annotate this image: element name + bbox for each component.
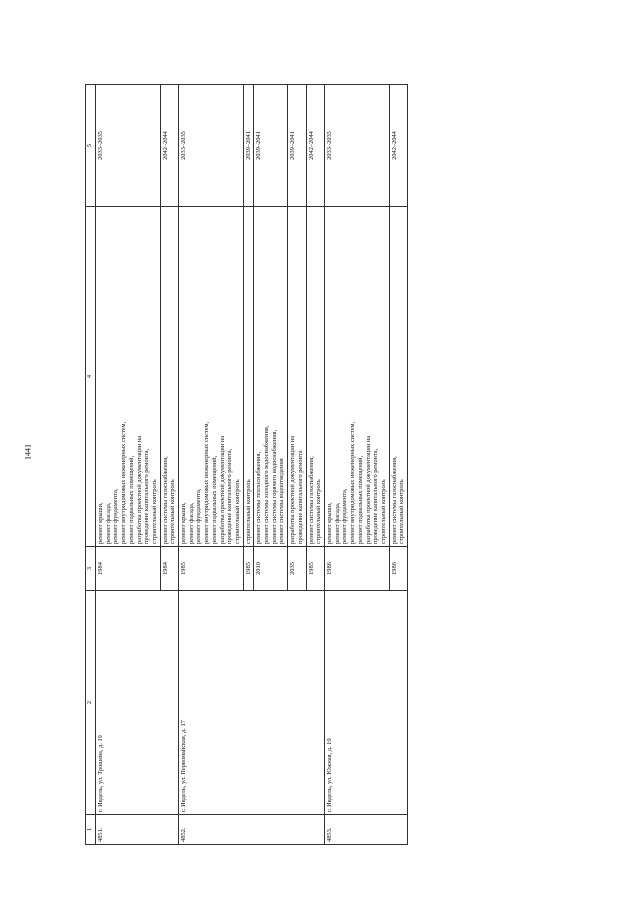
work-item: ремонт крыши, [325, 502, 333, 544]
header-col-3: 3 [86, 547, 96, 591]
year-cell: 1985 [243, 547, 254, 591]
work-item: строительный контроль [169, 479, 177, 544]
period-cell: 2042–2044 [306, 85, 324, 207]
work-item: ремонт внутридомовых инженерных систем, [120, 421, 128, 544]
period-cell: 2033–2035 [324, 85, 389, 207]
table-container [85, 85, 555, 845]
work-item: ремонт фасада, [187, 502, 195, 544]
entry-address: г. Ивдель, ул. Южная, д. 10 [324, 591, 407, 815]
work-item: разработка проектной документации на [218, 435, 226, 544]
works-cell [96, 207, 161, 547]
work-item: ремонт системы теплоснабжения, [255, 451, 263, 544]
table-row [96, 85, 161, 845]
header-row [86, 85, 96, 845]
page-number: 1441 [23, 444, 33, 460]
year-cell: 1985 [179, 547, 244, 591]
work-item: ремонт фасада, [104, 502, 112, 544]
work-item: ремонт системы газоснабжения, [307, 456, 315, 544]
work-item: разработка проектной документации на [364, 435, 372, 544]
work-item: ремонт системы газоснабжения, [161, 456, 169, 544]
work-item: разработка проектной документации на [289, 435, 297, 544]
works-cell [306, 207, 324, 547]
works-cell [243, 207, 254, 547]
period-cell: 2039–2041 [243, 85, 254, 207]
year-cell: 1986 [389, 547, 407, 591]
work-item: ремонт системы горячего водоснабжения, [270, 429, 278, 544]
entry-number: 4853. [324, 815, 407, 845]
work-item: проведение капитального ремонта, [372, 448, 380, 544]
entry-number: 4851. [96, 815, 179, 845]
year-cell: 1985 [306, 547, 324, 591]
year-cell: 2035 [288, 547, 306, 591]
works-cell [254, 207, 288, 547]
year-cell: 1984 [96, 547, 161, 591]
header-col-2: 2 [86, 591, 96, 815]
work-item: ремонт фундамента, [112, 488, 120, 544]
work-item: проведение капитального ремонта, [143, 448, 151, 544]
work-item: строительный контроль [379, 479, 387, 544]
period-cell: 2042–2044 [389, 85, 407, 207]
works-cell [389, 207, 407, 547]
period-cell: 2042–2044 [160, 85, 178, 207]
period-cell: 2039–2041 [254, 85, 288, 207]
works-cell [160, 207, 178, 547]
work-item: ремонт внутридомовых инженерных систем, [203, 421, 211, 544]
work-item: ремонт крыши, [97, 502, 104, 544]
work-item: ремонт системы водоотведения [278, 458, 286, 544]
table-row [324, 85, 389, 845]
work-item: ремонт системы газоснабжения, [390, 456, 398, 544]
entry-address: г. Ивдель, ул. Первомайская, д. 17 [179, 591, 325, 815]
work-item: ремонт крыши, [180, 502, 188, 544]
work-item: проведение капитального ремонта [296, 450, 304, 544]
work-item: строительный контроль [150, 479, 158, 544]
works-cell [288, 207, 306, 547]
table-row [179, 85, 244, 845]
work-item: ремонт системы холодного водоснабжения, [263, 425, 271, 544]
period-cell: 2039–2041 [288, 85, 306, 207]
year-cell: 2010 [254, 547, 288, 591]
year-cell: 1984 [160, 547, 178, 591]
work-item: строительный контроль [233, 479, 241, 544]
work-item: проведение капитального ремонта, [226, 448, 234, 544]
work-item: ремонт фасада, [333, 502, 341, 544]
entry-number: 4852. [179, 815, 325, 845]
header-col-4: 4 [86, 207, 96, 547]
work-item: строительный контроль [315, 479, 323, 544]
header-col-5: 5 [86, 85, 96, 207]
work-item: ремонт фундамента, [195, 488, 203, 544]
work-item: ремонт подвальных помещений, [127, 455, 135, 544]
entry-address: г. Ивдель, ул. Трошева, д. 19 [96, 591, 179, 815]
year-cell: 1986 [324, 547, 389, 591]
work-item: ремонт фундамента, [341, 488, 349, 544]
works-cell [324, 207, 389, 547]
period-cell: 2033–2035 [96, 85, 161, 207]
work-item: строительный контроль [244, 479, 252, 544]
header-col-1: 1 [86, 815, 96, 845]
work-item: строительный контроль [398, 479, 406, 544]
work-item: ремонт подвальных помещений, [210, 455, 218, 544]
repair-schedule-table [85, 84, 408, 845]
work-item: разработка проектной документации на [135, 435, 143, 544]
work-item: ремонт подвальных помещений, [356, 455, 364, 544]
works-cell [179, 207, 244, 547]
period-cell: 2033–2035 [179, 85, 244, 207]
table-body [96, 85, 408, 845]
work-item: ремонт внутридомовых инженерных систем, [349, 421, 357, 544]
